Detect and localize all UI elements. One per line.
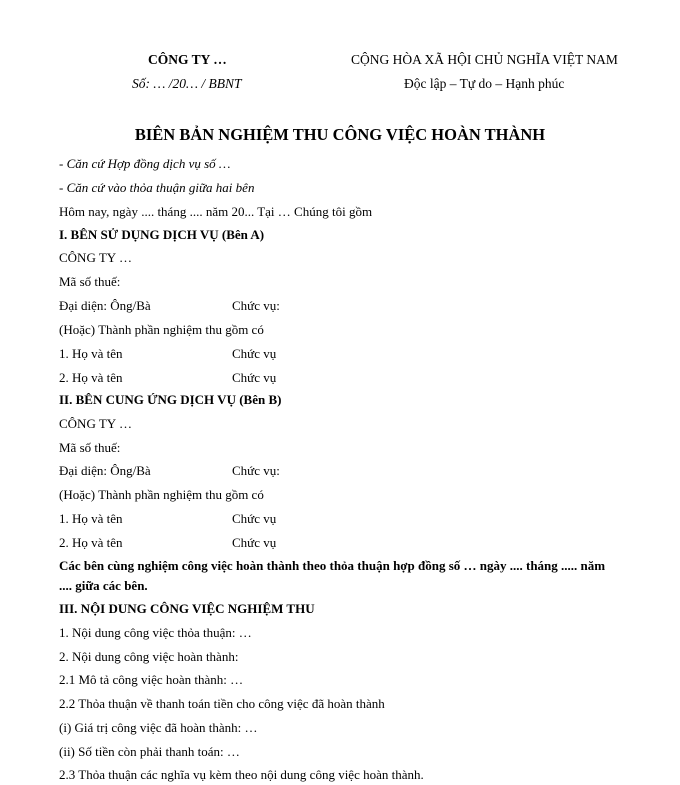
section-3-item: 1. Nội dung công việc thỏa thuận: … [59,625,252,640]
document-title: BIÊN BẢN NGHIỆM THU CÔNG VIỆC HOÀN THÀNH [134,125,546,144]
document-number: Số: … /20… / BBNT [132,76,242,91]
party-a-rep: Đại diện: Ông/Bà [59,298,151,313]
nation-motto: Độc lập – Tự do – Hạnh phúc [404,76,565,91]
party-b-member-2: 2. Họ và tên [59,535,123,550]
party-a-member-1-position: Chức vụ [232,346,277,361]
party-b-rep: Đại diện: Ông/Bà [59,463,151,478]
party-a-tax: Mã số thuế: [59,274,121,289]
section-3-heading: III. NỘI DUNG CÔNG VIỆC NGHIỆM THU [59,601,315,616]
section-3-item: (ii) Số tiền còn phải thanh toán: … [59,744,240,759]
nation-title: CỘNG HÒA XÃ HỘI CHỦ NGHĨA VIỆT NAM [351,52,618,67]
party-b-member-1: 1. Họ và tên [59,511,123,526]
section-3-item: (i) Giá trị công việc đã hoàn thành: … [59,720,258,735]
section-3-item: 2.3 Thỏa thuận các nghĩa vụ kèm theo nội dung công việc hoàn thành. [59,767,424,782]
basis-line-2: - Căn cứ vào thỏa thuận giữa hai bên [59,180,255,195]
party-b-rep-position: Chức vụ: [232,463,280,478]
party-b-heading: II. BÊN CUNG ỨNG DỊCH VỤ (Bên B) [59,392,282,407]
party-b-company: CÔNG TY … [59,416,132,431]
party-a-company: CÔNG TY … [59,250,132,265]
party-b-committee: (Hoặc) Thành phần nghiệm thu gồm có [59,487,264,502]
company-name: CÔNG TY … [148,52,227,67]
intro-line: Hôm nay, ngày .... tháng .... năm 20... Tại … Chúng tôi gồm [59,204,373,219]
party-a-committee: (Hoặc) Thành phần nghiệm thu gồm có [59,322,264,337]
party-b-tax: Mã số thuế: [59,440,121,455]
agreement-paragraph: Các bên cùng nghiệm công việc hoàn thành theo thỏa thuận hợp đồng số … ngày .... tháng ..... năm .... giữa các bên. [59,558,606,593]
party-a-member-2-position: Chức vụ [232,370,277,385]
basis-line-1: - Căn cứ Hợp đồng dịch vụ số … [59,156,231,171]
party-b-member-1-position: Chức vụ [232,511,277,526]
party-a-member-1: 1. Họ và tên [59,346,123,361]
party-a-rep-position: Chức vụ: [232,298,280,313]
section-3-item: 2. Nội dung công việc hoàn thành: [59,649,239,664]
party-b-member-2-position: Chức vụ [232,535,277,550]
section-3-item: 2.1 Mô tả công việc hoàn thành: … [59,672,244,687]
party-a-heading: I. BÊN SỬ DỤNG DỊCH VỤ (Bên A) [59,227,265,242]
section-3-item: 2.2 Thỏa thuận về thanh toán tiền cho công việc đã hoàn thành [59,696,385,711]
party-a-member-2: 2. Họ và tên [59,370,123,385]
